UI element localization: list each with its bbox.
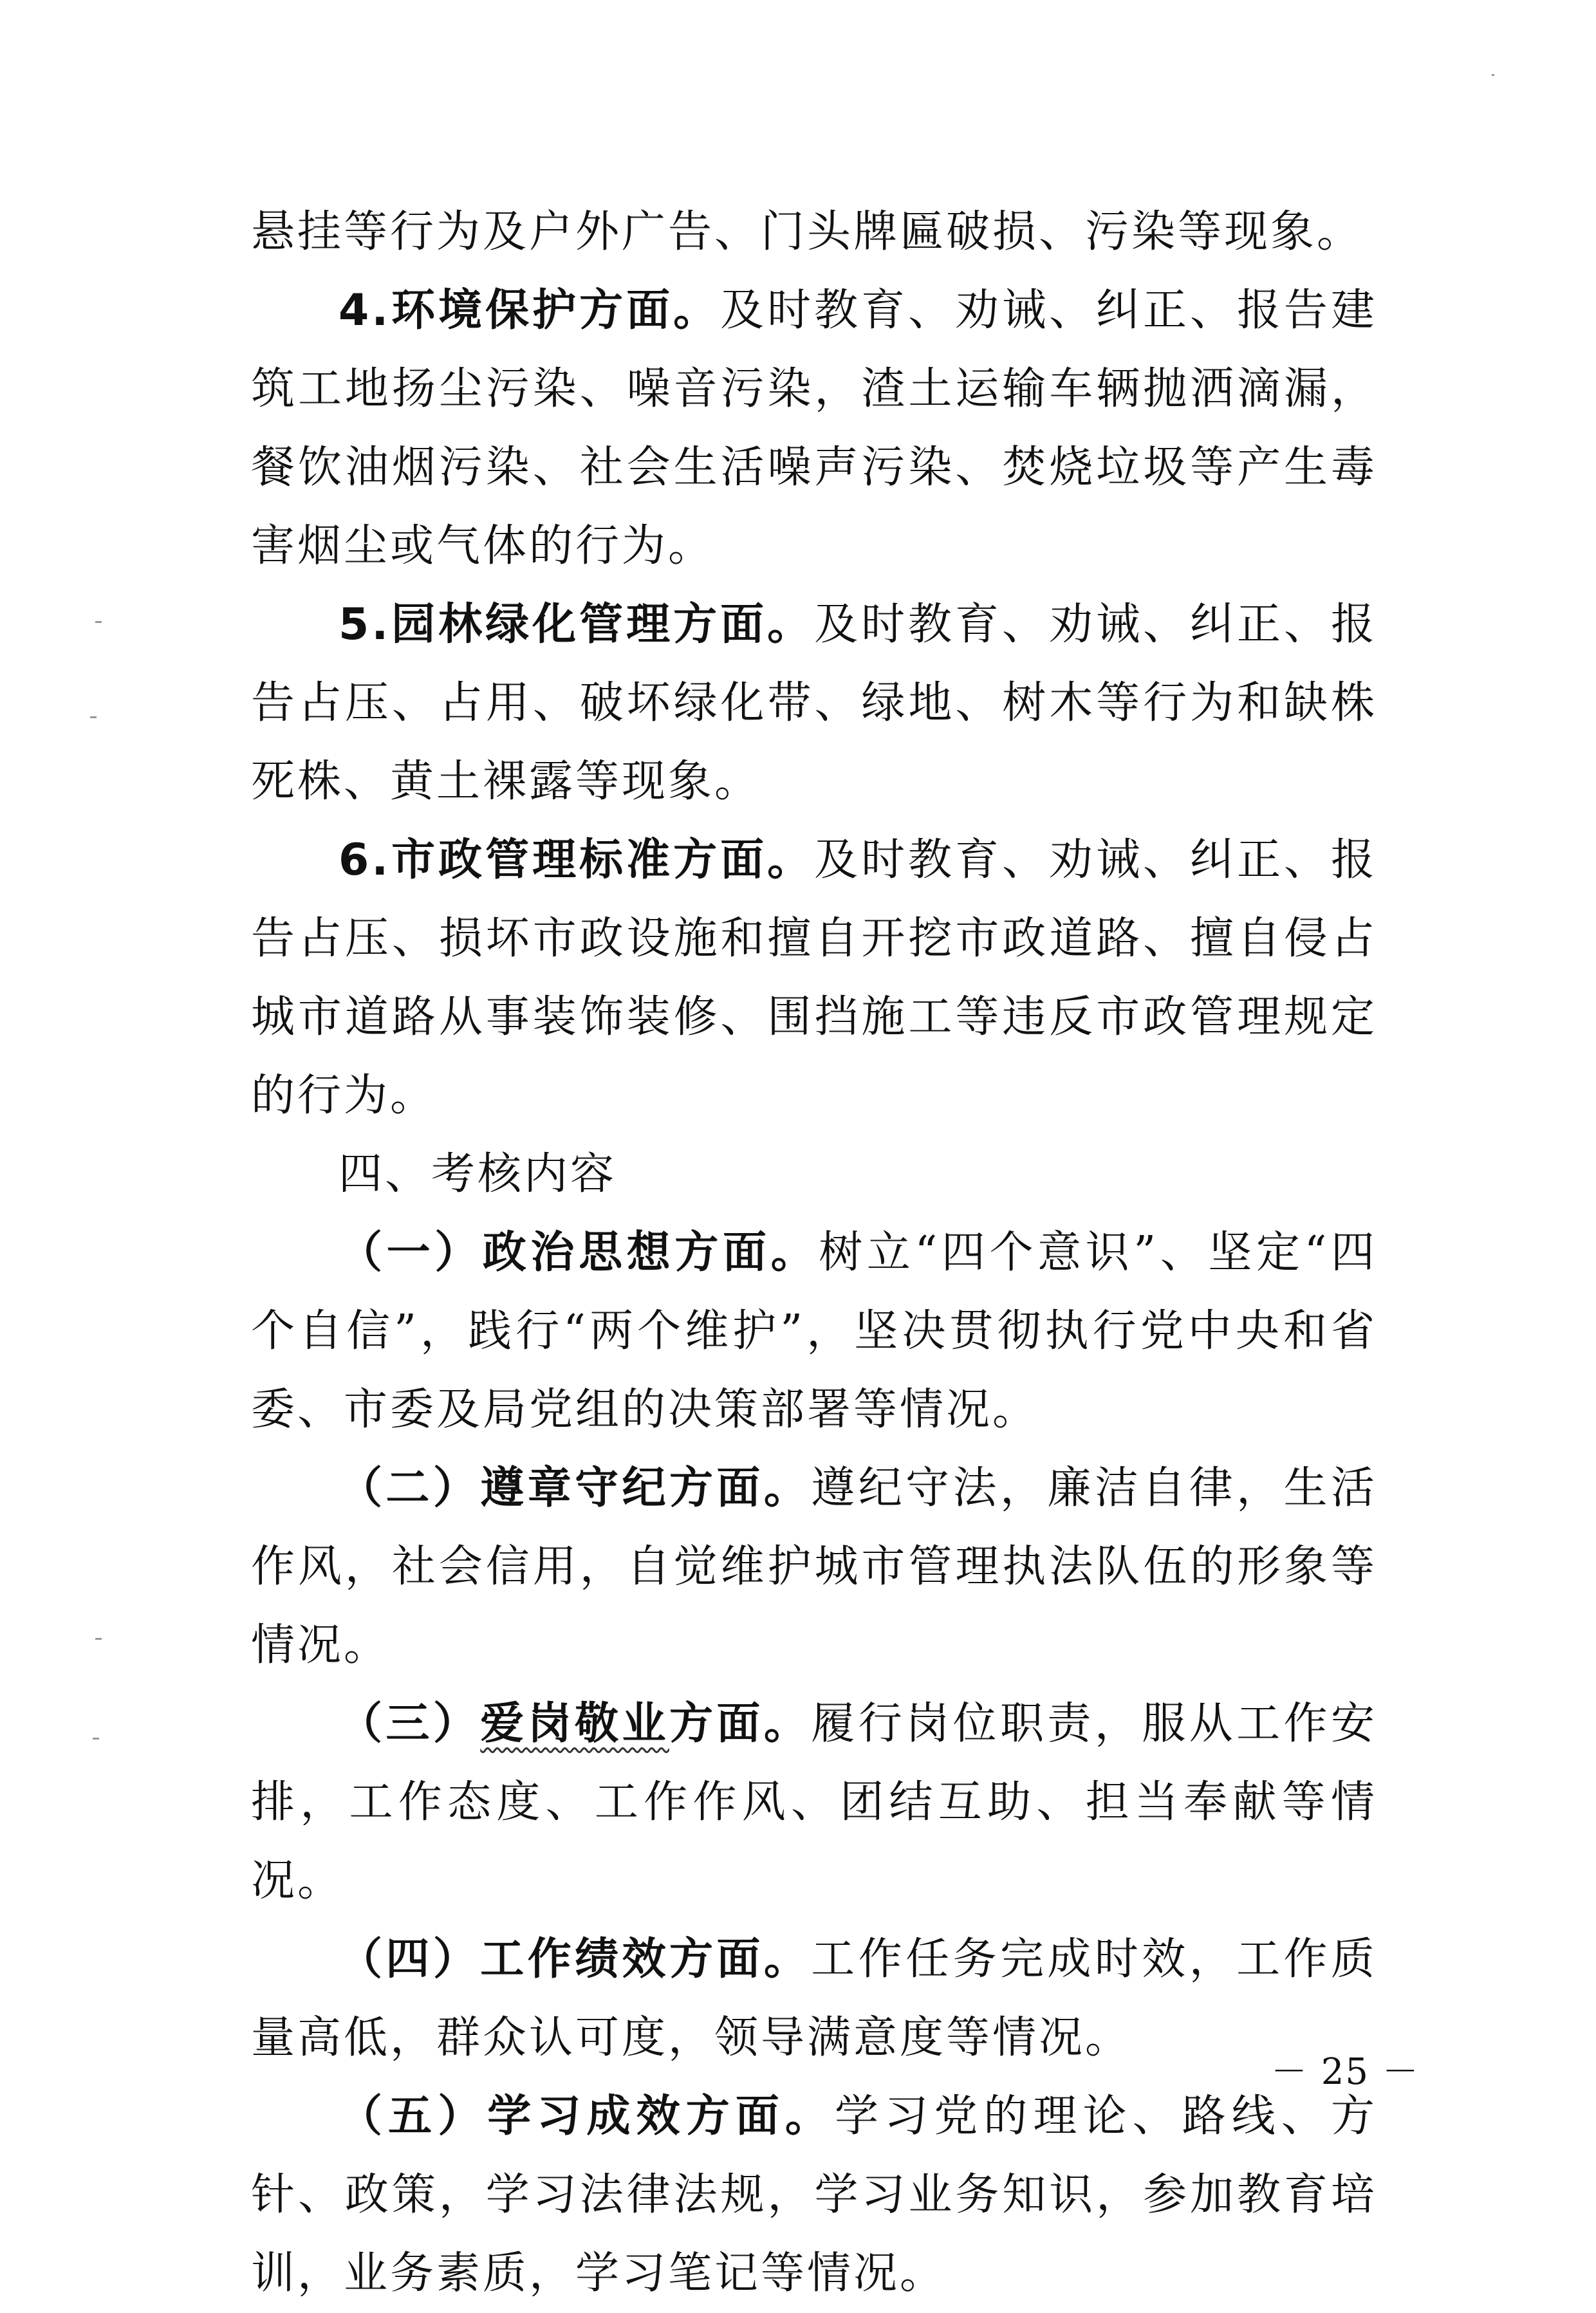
paragraph-text: 及时教育、劝诫、纠正、报告占压、损坏市政设施和擅自开挖市政道路、擅自侵占城市道路从事装饰装修、围挡施工等违反市政管理规定的行为。 <box>251 835 1377 1121</box>
paragraph-text: 学习党的理论、路线、方针、政策，学习法律法规，学习业务知识，参加教育培训，业务素质，学习笔记等情况。 <box>251 2091 1377 2299</box>
document-body <box>251 193 1377 2313</box>
paragraph-continuation <box>251 193 1377 272</box>
paragraph-text: 及时教育、劝诫、纠正、报告占压、占用、破坏绿化带、绿地、树木等行为和缺株死株、黄土裸露等现象。 <box>251 599 1377 807</box>
paragraph-heading: （五）学习成效方面。 <box>339 2091 835 2142</box>
paragraph-heading: 6.市政管理标准方面。 <box>339 835 815 886</box>
paragraph-heading-prefix: （三） <box>339 1698 481 1749</box>
paragraph-environmental-protection <box>251 272 1377 586</box>
paragraph-political-thought <box>251 1214 1377 1449</box>
paragraph-landscaping <box>251 586 1377 821</box>
paragraph-heading: 4.环境保护方面。 <box>339 285 721 336</box>
scan-mark <box>90 716 97 718</box>
paragraph-discipline <box>251 1449 1377 1685</box>
paragraph-performance <box>251 1920 1377 2077</box>
paragraph-text: 遵纪守法，廉洁自律，生活作风，社会信用，自觉维护城市管理执法队伍的形象等情况。 <box>251 1463 1377 1671</box>
scan-mark <box>1492 74 1494 76</box>
paragraph-text: 履行岗位职责，服从工作安排，工作态度、工作作风、团结互助、担当奉献等情况。 <box>251 1698 1377 1906</box>
paragraph-text: 工作任务完成时效，工作质量高低，群众认可度，领导满意度等情况。 <box>251 1934 1377 2063</box>
paragraph-heading-marked: 爱岗敬业 <box>480 1698 669 1749</box>
paragraph-heading: （二）遵章守纪方面。 <box>339 1463 812 1514</box>
section-heading-assessment-content <box>251 1135 1377 1214</box>
paragraph-text: 树立“四个意识”、坚定“四个自信”，践行“两个维护”，坚决贯彻执行党中央和省委、市委及局党组的决策部署等情况。 <box>251 1227 1377 1435</box>
paragraph-heading: （四）工作绩效方面。 <box>339 1934 812 1985</box>
scan-mark <box>95 621 102 623</box>
scan-mark <box>93 1738 99 1740</box>
paragraph-dedication <box>251 1685 1377 1920</box>
paragraph-heading-suffix: 方面。 <box>669 1698 812 1749</box>
paragraph-text: 及时教育、劝诫、纠正、报告建筑工地扬尘污染、噪音污染，渣土运输车辆抛洒滴漏，餐饮油烟污染、社会生活噪声污染、焚烧垃圾等产生毒害烟尘或气体的行为。 <box>251 285 1377 571</box>
paragraph-heading: （一）政治思想方面。 <box>339 1227 819 1278</box>
paragraph-heading: 5.园林绿化管理方面。 <box>339 599 815 650</box>
section-heading-text: 四、考核内容 <box>339 1149 617 1200</box>
paragraph-municipal-management <box>251 821 1377 1135</box>
paragraph-text: 悬挂等行为及户外广告、门头牌匾破损、污染等现象。 <box>251 207 1364 257</box>
paragraph-learning <box>251 2077 1377 2313</box>
scan-mark <box>95 1638 102 1640</box>
page-number: － 25 － <box>1271 2051 1420 2093</box>
